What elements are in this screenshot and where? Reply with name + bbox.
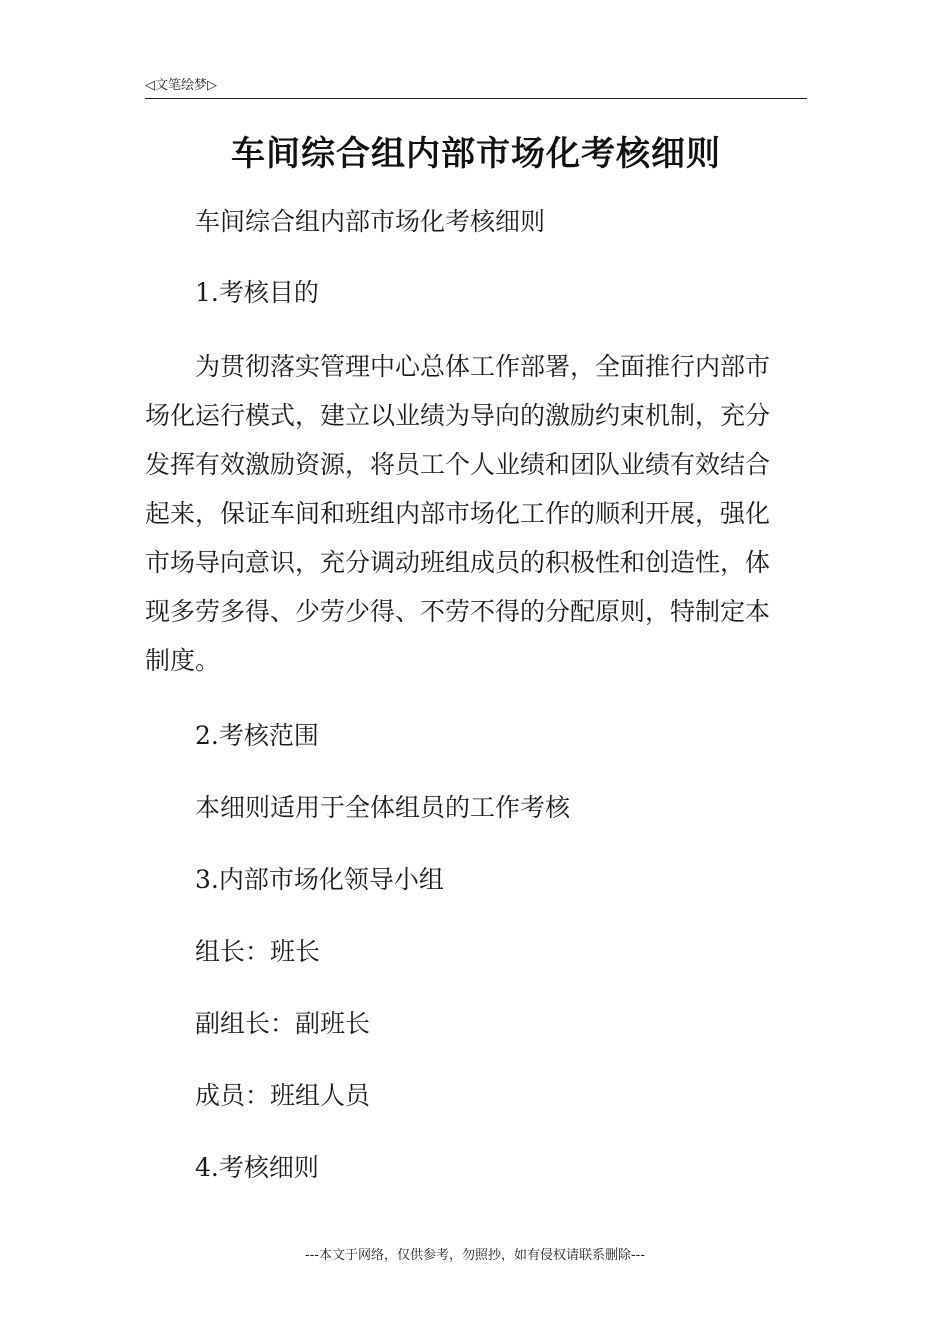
members-line: 成员：班组人员: [195, 1081, 371, 1110]
paragraph-line: 起来，保证车间和班组内部市场化工作的顺利开展，强化: [145, 499, 771, 528]
section4-heading: 4.考核细则: [195, 1153, 319, 1182]
subtitle: 车间综合组内部市场化考核细则: [195, 207, 546, 236]
section3-heading: 3.内部市场化领导小组: [195, 865, 444, 894]
document-title: 车间综合组内部市场化考核细则: [231, 134, 721, 174]
deputy-line: 副组长：副班长: [195, 1009, 371, 1038]
paragraph-line: 场化运行模式，建立以业绩为导向的激励约束机制，充分: [145, 401, 771, 430]
page-footer: ---本文于网络，仅供参考，勿照抄，如有侵权请联系删除---: [304, 1248, 646, 1263]
leader-line: 组长：班长: [195, 937, 321, 966]
header-text: ◁文笔绘梦▷: [145, 78, 217, 93]
paragraph-line: 发挥有效激励资源，将员工个人业绩和团队业绩有效结合: [145, 450, 771, 479]
section1-heading: 1.考核目的: [195, 278, 319, 307]
paragraph-line: 为贯彻落实管理中心总体工作部署，全面推行内部市: [170, 352, 771, 381]
paragraph-line: 制度。: [145, 646, 221, 675]
section2-heading: 2.考核范围: [195, 721, 319, 750]
section2-text: 本细则适用于全体组员的工作考核: [195, 793, 571, 822]
section1-paragraph: [145, 342, 807, 685]
paragraph-line: 市场导向意识，充分调动班组成员的积极性和创造性，体: [145, 548, 771, 577]
paragraph-line: 现多劳多得、少劳少得、不劳不得的分配原则，特制定本: [145, 597, 771, 626]
page-header: [145, 72, 807, 99]
